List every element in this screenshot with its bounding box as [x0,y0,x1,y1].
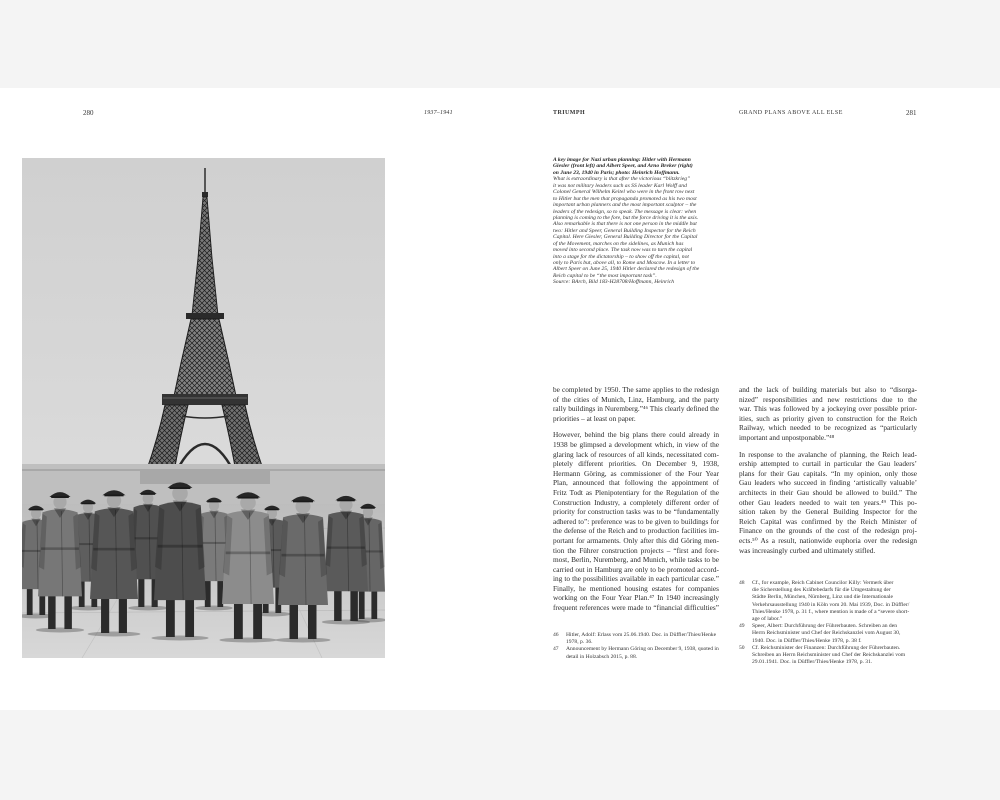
figure-leg [350,589,357,621]
footnote-line: 29.01.1941. Doc. in Düffler/Thies/Henke 1978, p. 31. [752,659,873,666]
figure-leg [234,602,243,639]
body-line: frequent references were made to “financial difficulties” [553,603,719,613]
figure-belt [158,545,203,548]
body-line: most, Berlin, Nuremberg, and Munich, while tasks to be [553,555,719,565]
caption-line: Albert Speer on June 25, 1940 Hitler declared the redesign of the [553,266,700,273]
figure-belt [226,552,271,555]
footnote-line: age of labor.” [752,615,783,622]
caption-line: only to Paris but, above all, to Rome and Moscow. In a letter to [553,260,696,266]
footnote-number: 47 [553,646,559,653]
footnote-line: Herrn Reichsminister und Chef der Reichskanzlei vom August 30, [752,630,901,637]
left-page-number: 280 [83,109,94,117]
caption-line: two: Hitler and Speer, General Building Inspector for the Reich [553,227,696,234]
body-column-1 [553,385,719,613]
caption-line: on June 23, 1940 in Paris; photo: Heinrich Hoffmann. [553,169,680,176]
footnote [553,632,719,646]
caption-line: into a stage for the dictatorship – to show off the capital, not [553,253,689,260]
figure-cap-visor [29,509,43,510]
figure-leg [166,598,175,637]
body-line: rally buildings in Nuremberg.”⁴⁶ This clearly defined the [553,404,719,414]
body-column-2 [739,385,917,555]
footnote-number: 49 [739,623,745,630]
footnote-line: detail in Holzabsch 2015, p. 88. [566,653,638,660]
figure-cap-visor [104,495,123,497]
figure-shadow [276,638,331,643]
body-line: carried out in Hamburg are only to be promoted accord- [553,564,719,574]
footnote-number: 50 [739,644,745,651]
footnote [739,623,917,645]
caption-line: Capital. Here Giesler, General Building Director for the Capital [553,234,698,241]
tower-second-platform [186,313,224,319]
footnote-line: Announcement by Hermann Göring on December 9, 1938, quoted in [566,646,719,653]
figure-shadow [128,606,168,611]
body-line: Finance on the grounds of the cost of the redesign proj- [739,526,917,536]
figure-leg [334,589,341,621]
left-running-head: 1937–1941 [424,110,453,116]
caption-line: Colonel General Wilhelm Keitel who were in the front row next [553,189,695,196]
body-line: the defense of the Reich and to production facilities im- [553,526,719,536]
footnote [553,646,719,660]
caption-line: of the Movement, marches on the sidelines, as Munich has [553,240,684,247]
body-line: Finally, he mentioned housing estates for companies [553,583,719,593]
figure-leg [101,597,109,633]
caption-line: leaders of the redesign, so to speak. The message is clear: when [553,208,697,215]
caption-line: moved into second place. The task now was to turn the capital [553,247,693,254]
body-line: priorities – at least on paper. [553,413,636,423]
footnote-line: 1978, p. 36. [566,639,593,646]
body-line: Gau leaders who succeed in finding ‘artistically valuable’ [739,478,917,488]
tower-first-platform [162,394,248,405]
body-line: glaring lack of resources of all kinds, necessitated com- [553,449,719,459]
right-running-head-chapter: GRAND PLANS ABOVE ALL ELSE [739,110,843,116]
photo-eiffel-tower-group [22,158,385,658]
footnote-line: Schreiben an Herrn Reichsminister und Chef der Reichskanzlei vom [752,651,906,658]
footnote-line: Hitler, Adolf: Erlass vom 25.06.1940. Doc. in Düffler/Thies/Henke [566,632,717,638]
footnote-line: 1940. Doc. in Düffler/Thies/Henke 1978, p. 38 f. [752,637,862,644]
footnote-line: Thies/Henke 1978, p. 31 f., where mention is made of a “severe short- [752,608,910,615]
footnotes-column-2 [739,580,917,666]
body-line: pletely different priorities. On December 9, 1938, [553,459,719,469]
footnote-line: Verkehrsausstellung 1940 in Köln vom 20. Mai 1939, Doc. in Düffler/ [752,601,910,608]
body-line: ects.⁵⁰ As a result, nationwide euphoria over the redesign [739,535,917,545]
figure-leg [371,590,377,619]
body-line: priority for construction tasks was to be “fundamentally [553,507,719,517]
caption-line: Reich capital to be “the most important task”. [553,272,657,279]
body-line: tion the Führer construction projects – “first and fore- [553,545,719,555]
body-line: was increasingly curbed and ultimately stifled. [739,545,876,555]
figure-cap-visor [265,509,279,510]
figure-cap-visor [207,501,221,502]
body-line: Fritz Todt as Plenipotentiary for the Regulation of the [553,487,719,497]
figure-shadow [219,638,276,643]
figure-cap-visor [170,487,191,489]
figure-leg [290,603,299,639]
body-line: However, behind the big plans there could already in [553,430,719,440]
tower-base-structures [140,470,270,484]
body-paragraph [553,385,719,423]
body-line: ing to the possibilities available in each particular case.” [553,574,719,584]
figure-cap-visor [238,497,259,499]
figure-cap-visor [361,507,375,508]
figure-cap-visor [293,501,313,503]
caption-line: A key image for Nazi urban planning: Hitler with Hermann [553,157,691,163]
caption-line: important urban planners and the most important sculptor – the [553,202,697,209]
figure-leg [27,587,33,615]
figure-belt [41,547,79,550]
figure-shadow [322,620,370,625]
footnote [739,580,917,623]
caption-line: it was not military leaders such as SS leader Karl Wolff and [553,182,687,189]
body-line: Plan, announced that following the appointment of [553,478,719,488]
body-line: of the cities of Munich, Linz, Hamburg, and the party [553,394,719,404]
footnote [739,645,917,667]
caption-line: to Hitler but the men that propaganda promoted as his two most [553,195,697,202]
body-line: 1938 be glimpsed a development which, in view of the [553,439,719,449]
figure-leg [48,594,55,629]
body-line: ities, such as priority given to construction for the Reich [739,413,917,423]
body-line: working on the Four Year Plan.⁴⁷ In 1940 increasingly [553,593,719,603]
body-line: adhered to”: preference was to be given to buildings for [553,516,719,526]
figure-leg [185,598,194,637]
body-line: ership attempted to curtail in particular the Gau leaders’ [739,459,917,469]
figure-cap-visor [81,503,95,504]
photo-caption [553,157,711,286]
footnote-number: 46 [553,632,559,638]
figure-belt [93,548,134,551]
caption-line: Source: BArch, Bild 183-H28708/Hoffmann, Heinrich [553,279,675,286]
caption-line: Also remarkable is that there is not one person in the middle but [553,221,697,228]
figure-leg [308,603,317,639]
footnote-line: Speer, Albert: Durchführung der Führerbauten. Schreiben an den [752,623,898,630]
right-running-head-section: TRIUMPH [553,110,586,116]
body-paragraph [553,430,719,612]
figure-belt [199,542,228,544]
body-line: Railway, which needed to be recognized as “particularly [739,423,917,433]
figure-leg [138,577,144,607]
caption-line: What is extraordinary is that after the victorious “blitzkrieg” [553,176,691,183]
body-line: war. This was followed by a jockeying over possible prior- [739,404,917,414]
body-line: be completed by 1950. The same applies to the redesign [553,385,719,394]
figure-shadow [151,636,208,641]
body-line: Reich Capital was confirmed by the Reich Minister of [739,516,917,526]
figure-shadow [195,606,232,611]
body-line: architects in their Gau should be allowed to build.” The [739,487,917,497]
body-paragraph [739,385,917,443]
figure-leg [119,597,127,633]
figure-leg [205,579,211,607]
body-paragraph [739,450,917,556]
figure-leg [359,590,365,619]
figure-leg [64,594,71,629]
figure-leg [253,602,262,639]
body-line: Hermann Göring, as commissioner of the Four Year [553,468,719,478]
caption-line: planning is coming to the fore, but the force driving it is the axis. [553,214,699,221]
tower-top [202,192,208,197]
figure-cap-visor [51,496,69,498]
figure-shadow [36,628,84,633]
footnote-number: 48 [739,580,745,586]
caption-line: Giesler (front left) and Albert Speer, and Arno Breker (right) [553,163,693,170]
figure-shadow [88,632,141,637]
right-page-number: 281 [906,109,917,117]
body-line: portant for armaments. Only after this did Göring men- [553,535,719,545]
footnote-line: Städte Berlin, München, Nürnberg, Linz und die Internationale [752,594,893,601]
footnote-line: die Sicherstellung des Kräftebedarfs für die Umgestaltung der [752,587,891,594]
footnote-line: Cf. Reichsminister der Finanzen: Durchführung der Führerbauten. [752,644,901,651]
terrace-background [22,464,385,506]
figure-belt [282,554,325,557]
footnote-line: Cf., for example, Reich Cabinet Councilor Killy: Vermerk über [752,580,894,586]
body-line: sition taken by the General Building Inspector for the [739,507,917,517]
body-line: and the lack of building materials but also to “disorga- [739,385,917,394]
figure-belt [327,546,365,548]
body-line: nized” responsibilities and new restrictions due to the [739,394,917,404]
figure-cap-visor [337,500,355,502]
body-line: important and unpostponable.”⁴⁸ [739,432,835,442]
body-line: plans for their Gau capitals. “In my opinion, only those [739,468,917,478]
body-line: other Gau leaders needed to wait ten years.⁴⁹ This po- [739,497,917,507]
body-line: Construction Industry, a completely different order of [553,497,719,507]
body-line: In response to the avalanche of planning, the Reich lead- [739,449,917,459]
footnotes-column-1 [553,632,719,661]
figure-cap-visor [141,493,155,494]
